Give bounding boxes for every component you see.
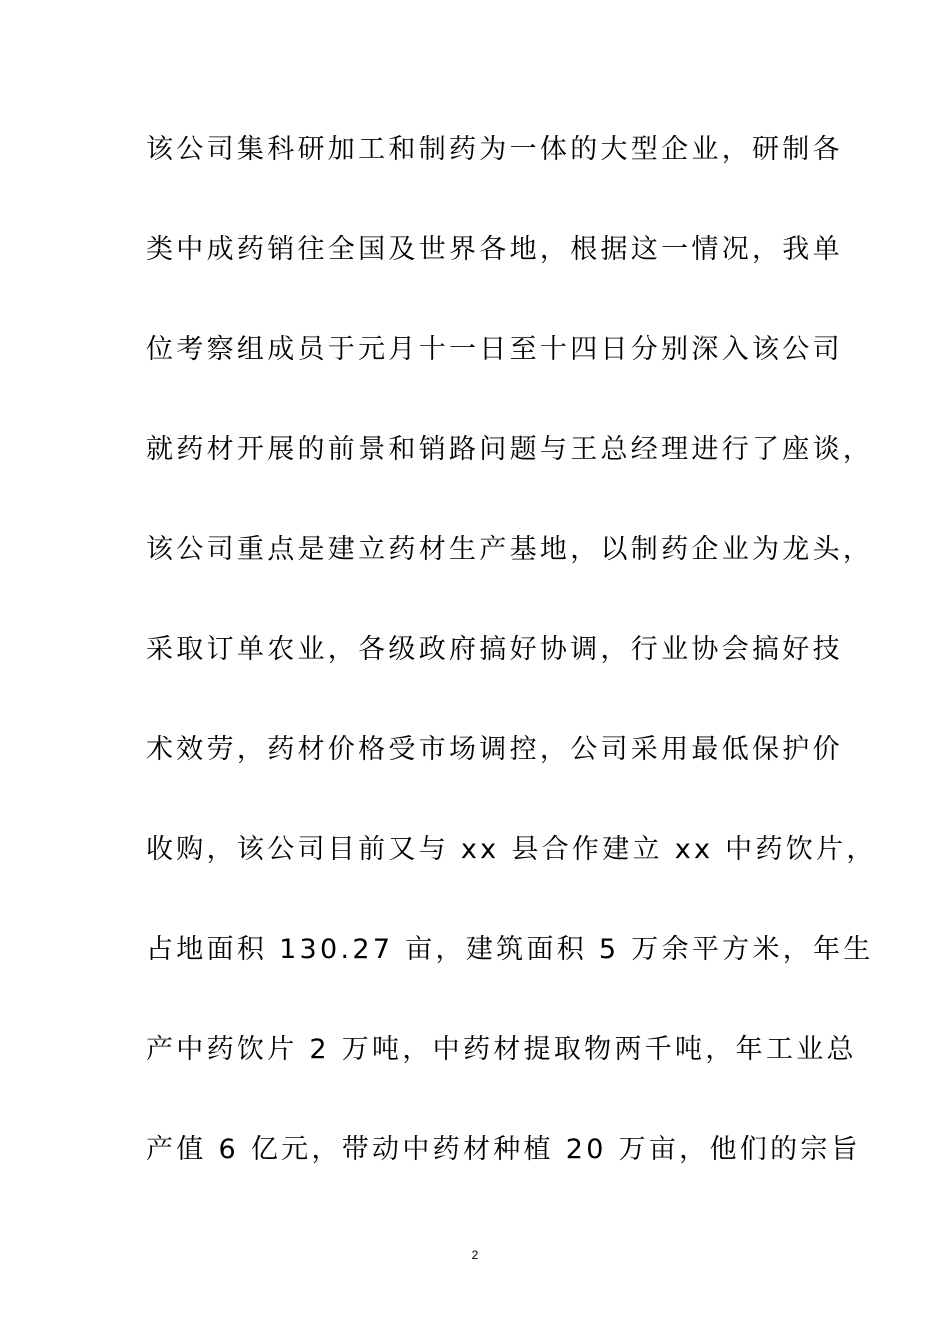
paragraph-line: 产值 6 亿元，带动中药材种植 20 万亩，他们的宗旨 — [146, 1134, 861, 1165]
paragraph-line: 该公司集科研加工和制药为一体的大型企业，研制各 — [146, 134, 843, 165]
paragraph-line: 采取订单农业，各级政府搞好协调，行业协会搞好技 — [146, 634, 843, 665]
paragraph-line: 位考察组成员于元月十一日至十四日分别深入该公司 — [146, 334, 843, 365]
paragraph-line: 收购，该公司目前又与 xx 县合作建立 xx 中药饮片， — [146, 834, 877, 865]
page-number: 2 — [471, 1248, 479, 1262]
paragraph-line: 类中成药销往全国及世界各地，根据这一情况，我单 — [146, 234, 843, 265]
paragraph-line: 该公司重点是建立药材生产基地，以制药企业为龙头， — [146, 534, 874, 565]
paragraph-line: 就药材开展的前景和销路问题与王总经理进行了座谈， — [146, 434, 874, 465]
paragraph-line: 术效劳，药材价格受市场调控，公司采用最低保护价 — [146, 734, 843, 765]
paragraph-line: 产中药饮片 2 万吨，中药材提取物两千吨，年工业总 — [146, 1034, 857, 1065]
paragraph-line: 占地面积 130.27 亩，建筑面积 5 万余平方米，年生 — [146, 934, 874, 965]
